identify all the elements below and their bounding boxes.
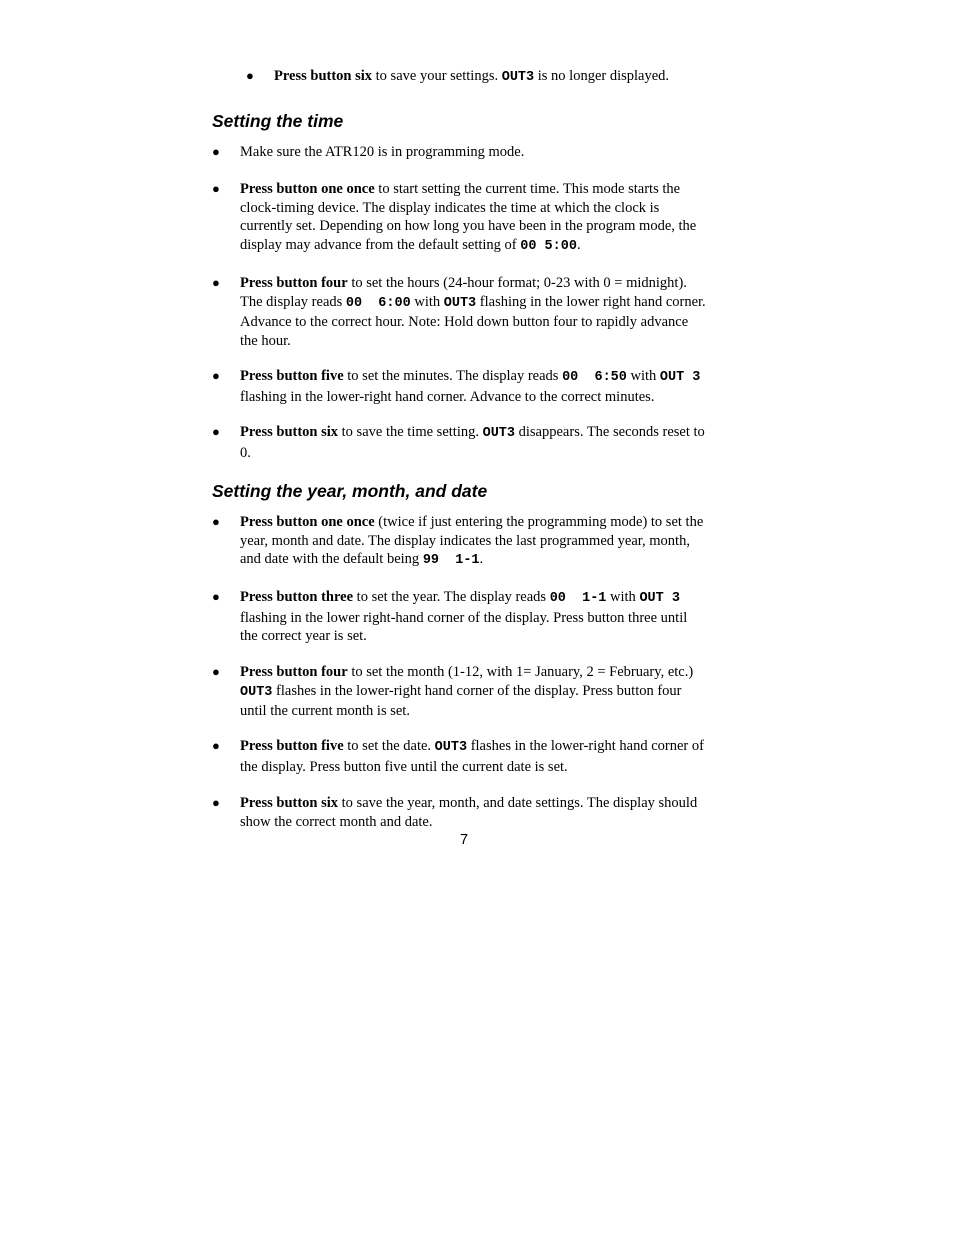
display-code: OUT3 [501, 70, 535, 85]
bullet-icon: ● [212, 514, 220, 529]
instruction-lead: Press button six [240, 795, 339, 811]
list-item: ● Make sure the ATR120 is in programming mode. [212, 144, 525, 160]
display-code: 00 6:50 [562, 370, 627, 385]
display-code: 00 1-1 [549, 591, 607, 606]
list-item: ● Press button four to set the month (1-12, with 1= January, 2 = February, etc.) OUT3 flashes in the lower-right hand corner of the display. Press button four until the current month is set. [212, 664, 694, 720]
display-code: OUT3 [443, 295, 477, 311]
bullet-icon: ● [212, 738, 220, 753]
instruction-lead: Press button four [240, 664, 348, 680]
section-heading: Setting the year, month, and date [212, 481, 488, 501]
list-item: ● Press button one once (twice if just entering the programming mode) to set the year, month and date. The display indicates the last programmed year, month, and date with the default being 99 1-1. [212, 514, 704, 569]
list-item: ● Press button five to set the date. OUT3 flashes in the lower-right hand corner of the display. Press button five until the current date is set. [212, 738, 704, 775]
bullet-icon: ● [246, 68, 254, 83]
display-code: OUT3 [434, 740, 468, 755]
list-item: ● Press button six to save the year, month, and date settings. The display should show the correct month and date. [212, 795, 698, 830]
list-item: ● Press button five to set the minutes. The display reads 00 6:50 with OUT 3 flashing in the lower-right hand corner. Advance to the correct minutes. [212, 368, 701, 405]
page-number: 7 [459, 832, 469, 848]
list-item: ● Press button one once to start setting the current time. This mode starts the clock-timing device. The display indicates the time at which the clock is currently set. Depending on how long you have been in the program mode, the display may advance from the default setting of 00 5:00. [212, 181, 697, 254]
display-code: 99 1-1 [422, 553, 480, 569]
instruction-lead: Press button one once [240, 181, 375, 197]
display-code: OUT 3 [659, 370, 701, 385]
instruction-lead: Press button six [274, 68, 373, 84]
instruction-lead: Press button three [240, 589, 354, 605]
instruction-lead: Press button four [240, 275, 348, 291]
bullet-icon: ● [212, 368, 220, 383]
display-code: OUT3 [240, 684, 273, 700]
list-item: ● Press button three to set the year. The display reads 00 1-1 with OUT 3 flashing in the lower right-hand corner of the display. Press button three until the correct year is set. [212, 589, 688, 645]
instruction-lead: Press button five [240, 368, 344, 384]
bullet-icon: ● [212, 424, 220, 439]
instruction-lead: Press button five [240, 738, 344, 754]
list-item: ● Press button six to save your settings. OUT3 is no longer displayed. [246, 68, 670, 85]
display-code: 00 5:00 [520, 238, 577, 254]
section-heading: Setting the time [212, 111, 344, 131]
display-code: OUT 3 [639, 591, 680, 606]
bullet-icon: ● [212, 181, 220, 196]
bullet-icon: ● [212, 664, 220, 679]
display-code: OUT3 [482, 426, 516, 441]
bullet-icon: ● [212, 589, 220, 604]
instruction-lead: Press button one once [240, 514, 375, 530]
display-code: 00 6:00 [345, 295, 411, 311]
instruction-lead: Press button six [240, 424, 339, 440]
list-item: ● Press button four to set the hours (24-hour format; 0-23 with 0 = midnight). The display reads 00 6:00 with OUT3 flashing in the lower right hand corner. Advance to the correct hour. Note: Hold down button four to rapidly advance the hour. [212, 275, 706, 349]
bullet-icon: ● [212, 144, 220, 159]
list-item: ● Press button six to save the time setting. OUT3 disappears. The seconds reset to 0. [212, 424, 705, 461]
bullet-icon: ● [212, 275, 220, 290]
bullet-icon: ● [212, 795, 220, 810]
